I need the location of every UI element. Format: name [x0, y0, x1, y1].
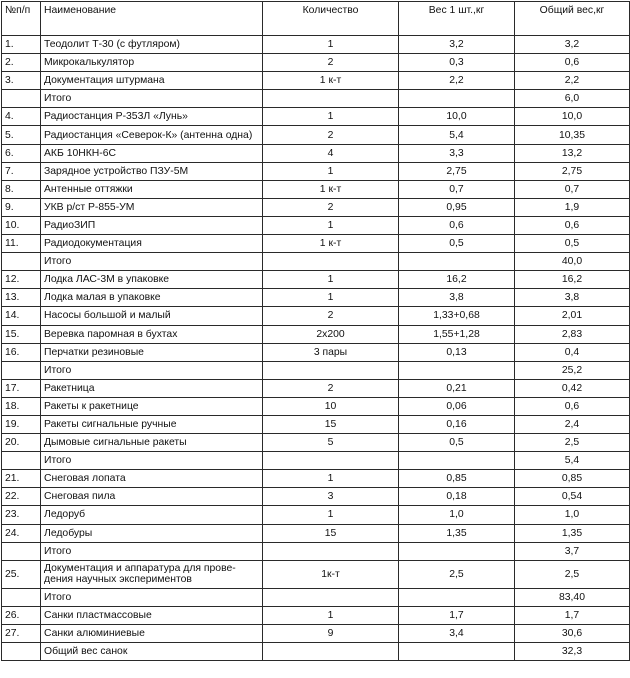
row-total-weight: 0,6: [515, 54, 630, 72]
table-row: [2, 36, 630, 54]
subtotal-label: Итого: [41, 90, 263, 108]
subtotal-qty-blank: [263, 542, 399, 560]
subtotal-number-blank: [2, 361, 41, 379]
subtotal-unit-blank: [399, 588, 515, 606]
row-name: Антенные оттяжки: [41, 180, 263, 198]
subtotal-value: 6,0: [515, 90, 630, 108]
subtotal-label: Общий вес санок: [41, 643, 263, 661]
row-total-weight: 10,35: [515, 126, 630, 144]
row-total-weight: 0,54: [515, 488, 630, 506]
row-name: Документация и аппаратура для прове-дения научных экспериментов: [41, 560, 263, 588]
row-total-weight: 2,4: [515, 415, 630, 433]
subtotal-row: [2, 542, 630, 560]
row-number: 24.: [2, 524, 41, 542]
row-number: 18.: [2, 397, 41, 415]
header-total-weight: Общий вес,кг: [515, 2, 630, 36]
row-number: 25.: [2, 560, 41, 588]
subtotal-number-blank: [2, 90, 41, 108]
row-name: Насосы большой и малый: [41, 307, 263, 325]
subtotal-qty-blank: [263, 90, 399, 108]
row-quantity: 1: [263, 506, 399, 524]
row-quantity: 2: [263, 379, 399, 397]
table-row: [2, 397, 630, 415]
row-name: Ледоруб: [41, 506, 263, 524]
row-name: Документация штурмана: [41, 72, 263, 90]
row-total-weight: 2,5: [515, 434, 630, 452]
row-total-weight: 0,85: [515, 470, 630, 488]
row-number: 5.: [2, 126, 41, 144]
row-quantity: 3: [263, 488, 399, 506]
subtotal-unit-blank: [399, 253, 515, 271]
row-number: 22.: [2, 488, 41, 506]
subtotal-row: [2, 361, 630, 379]
subtotal-label: Итого: [41, 361, 263, 379]
subtotal-label: Итого: [41, 253, 263, 271]
subtotal-qty-blank: [263, 588, 399, 606]
table-row: [2, 524, 630, 542]
row-number: 16.: [2, 343, 41, 361]
row-number: 17.: [2, 379, 41, 397]
subtotal-row: [2, 90, 630, 108]
row-name: Теодолит Т-30 (с футляром): [41, 36, 263, 54]
row-quantity: 1: [263, 606, 399, 624]
row-name: Ракеты сигнальные ручные: [41, 415, 263, 433]
header-quantity: Количество: [263, 2, 399, 36]
row-unit-weight: 0,06: [399, 397, 515, 415]
table-row: [2, 470, 630, 488]
row-number: 19.: [2, 415, 41, 433]
subtotal-value: 25,2: [515, 361, 630, 379]
row-total-weight: 1,9: [515, 198, 630, 216]
subtotal-label: Итого: [41, 588, 263, 606]
row-quantity: 2: [263, 54, 399, 72]
row-name: Перчатки резиновые: [41, 343, 263, 361]
table-body: [2, 36, 630, 661]
row-number: 14.: [2, 307, 41, 325]
row-number: 6.: [2, 144, 41, 162]
subtotal-row: [2, 643, 630, 661]
row-unit-weight: 0,3: [399, 54, 515, 72]
table-row: [2, 488, 630, 506]
subtotal-value: 3,7: [515, 542, 630, 560]
subtotal-qty-blank: [263, 452, 399, 470]
subtotal-value: 32,3: [515, 643, 630, 661]
table-row: [2, 624, 630, 642]
table-row: [2, 198, 630, 216]
row-name: Снеговая лопата: [41, 470, 263, 488]
row-quantity: 1: [263, 470, 399, 488]
row-quantity: 15: [263, 415, 399, 433]
row-number: 12.: [2, 271, 41, 289]
row-name: Лодка малая в упаковке: [41, 289, 263, 307]
table-row: [2, 235, 630, 253]
row-total-weight: 3,2: [515, 36, 630, 54]
row-total-weight: 0,5: [515, 235, 630, 253]
row-quantity: 1: [263, 36, 399, 54]
row-unit-weight: 0,5: [399, 434, 515, 452]
table-row: [2, 271, 630, 289]
row-unit-weight: 0,6: [399, 216, 515, 234]
subtotal-value: 5,4: [515, 452, 630, 470]
row-quantity: 15: [263, 524, 399, 542]
row-number: 3.: [2, 72, 41, 90]
row-name: Радиостанция «Северок-К» (антенна одна): [41, 126, 263, 144]
table-row: [2, 72, 630, 90]
row-total-weight: 2,2: [515, 72, 630, 90]
row-quantity: 2х200: [263, 325, 399, 343]
row-unit-weight: 1,7: [399, 606, 515, 624]
subtotal-qty-blank: [263, 253, 399, 271]
row-total-weight: 0,7: [515, 180, 630, 198]
row-unit-weight: 2,75: [399, 162, 515, 180]
subtotal-row: [2, 452, 630, 470]
row-name: Веревка паромная в бухтах: [41, 325, 263, 343]
row-total-weight: 0,6: [515, 216, 630, 234]
row-unit-weight: 5,4: [399, 126, 515, 144]
row-name: Дымовые сигнальные ракеты: [41, 434, 263, 452]
row-quantity: 3 пары: [263, 343, 399, 361]
row-unit-weight: 3,4: [399, 624, 515, 642]
table-row: [2, 289, 630, 307]
row-name: Снеговая пила: [41, 488, 263, 506]
row-quantity: 10: [263, 397, 399, 415]
row-quantity: 1к-т: [263, 560, 399, 588]
row-number: 21.: [2, 470, 41, 488]
row-total-weight: 0,4: [515, 343, 630, 361]
row-number: 15.: [2, 325, 41, 343]
row-quantity: 1 к-т: [263, 235, 399, 253]
subtotal-qty-blank: [263, 643, 399, 661]
row-quantity: 1: [263, 108, 399, 126]
row-quantity: 1: [263, 271, 399, 289]
row-total-weight: 0,42: [515, 379, 630, 397]
row-name: УКВ р/ст Р-855-УМ: [41, 198, 263, 216]
row-quantity: 2: [263, 307, 399, 325]
table-row: [2, 162, 630, 180]
row-name: Санки алюминиевые: [41, 624, 263, 642]
row-name: Лодка ЛАС-3М в упаковке: [41, 271, 263, 289]
row-unit-weight: 2,5: [399, 560, 515, 588]
row-total-weight: 2,01: [515, 307, 630, 325]
subtotal-label: Итого: [41, 542, 263, 560]
row-unit-weight: 2,2: [399, 72, 515, 90]
row-number: 27.: [2, 624, 41, 642]
row-number: 2.: [2, 54, 41, 72]
subtotal-value: 83,40: [515, 588, 630, 606]
row-number: 23.: [2, 506, 41, 524]
row-name: Ледобуры: [41, 524, 263, 542]
row-name: Микрокалькулятор: [41, 54, 263, 72]
row-unit-weight: 1,55+1,28: [399, 325, 515, 343]
row-total-weight: 16,2: [515, 271, 630, 289]
subtotal-row: [2, 253, 630, 271]
row-unit-weight: 0,5: [399, 235, 515, 253]
row-quantity: 2: [263, 198, 399, 216]
row-quantity: 1: [263, 162, 399, 180]
row-unit-weight: 10,0: [399, 108, 515, 126]
row-total-weight: 1,35: [515, 524, 630, 542]
row-quantity: 2: [263, 126, 399, 144]
row-number: 1.: [2, 36, 41, 54]
row-number: 26.: [2, 606, 41, 624]
row-quantity: 1: [263, 289, 399, 307]
equipment-weight-table: [1, 1, 630, 661]
subtotal-number-blank: [2, 452, 41, 470]
row-total-weight: 1,0: [515, 506, 630, 524]
row-quantity: 5: [263, 434, 399, 452]
table-row: [2, 216, 630, 234]
row-unit-weight: 0,95: [399, 198, 515, 216]
row-unit-weight: 3,3: [399, 144, 515, 162]
table-row: [2, 325, 630, 343]
row-total-weight: 2,83: [515, 325, 630, 343]
table-row: [2, 379, 630, 397]
row-quantity: 4: [263, 144, 399, 162]
row-unit-weight: 3,2: [399, 36, 515, 54]
table-row: [2, 506, 630, 524]
row-name: АКБ 10НКН-6С: [41, 144, 263, 162]
table-row: [2, 126, 630, 144]
subtotal-number-blank: [2, 253, 41, 271]
row-unit-weight: 0,13: [399, 343, 515, 361]
row-unit-weight: 0,18: [399, 488, 515, 506]
row-total-weight: 3,8: [515, 289, 630, 307]
table-row: [2, 180, 630, 198]
subtotal-unit-blank: [399, 542, 515, 560]
row-quantity: 1: [263, 216, 399, 234]
subtotal-unit-blank: [399, 90, 515, 108]
subtotal-unit-blank: [399, 643, 515, 661]
table-header-row: [2, 2, 630, 36]
subtotal-row: [2, 588, 630, 606]
subtotal-unit-blank: [399, 361, 515, 379]
subtotal-unit-blank: [399, 452, 515, 470]
table-row: [2, 606, 630, 624]
table-row: [2, 54, 630, 72]
row-number: 13.: [2, 289, 41, 307]
row-unit-weight: 16,2: [399, 271, 515, 289]
row-name: Зарядное устройство ПЗУ-5М: [41, 162, 263, 180]
subtotal-qty-blank: [263, 361, 399, 379]
subtotal-number-blank: [2, 588, 41, 606]
row-number: 11.: [2, 235, 41, 253]
subtotal-value: 40,0: [515, 253, 630, 271]
row-total-weight: 0,6: [515, 397, 630, 415]
row-unit-weight: 1,33+0,68: [399, 307, 515, 325]
row-number: 8.: [2, 180, 41, 198]
row-total-weight: 2,75: [515, 162, 630, 180]
row-unit-weight: 0,16: [399, 415, 515, 433]
row-total-weight: 10,0: [515, 108, 630, 126]
row-name: Радиодокументация: [41, 235, 263, 253]
row-name: Радиостанция Р-353Л «Лунь»: [41, 108, 263, 126]
table-row: [2, 560, 630, 588]
subtotal-number-blank: [2, 643, 41, 661]
table-row: [2, 415, 630, 433]
row-unit-weight: 3,8: [399, 289, 515, 307]
row-number: 20.: [2, 434, 41, 452]
row-unit-weight: 1,0: [399, 506, 515, 524]
header-name: Наименование: [41, 2, 263, 36]
table-row: [2, 108, 630, 126]
row-number: 4.: [2, 108, 41, 126]
row-number: 10.: [2, 216, 41, 234]
row-number: 9.: [2, 198, 41, 216]
table-row: [2, 434, 630, 452]
row-unit-weight: 1,35: [399, 524, 515, 542]
row-total-weight: 30,6: [515, 624, 630, 642]
header-unit-weight: Вес 1 шт.,кг: [399, 2, 515, 36]
row-quantity: 9: [263, 624, 399, 642]
row-name: Ракетница: [41, 379, 263, 397]
row-name: Санки пластмассовые: [41, 606, 263, 624]
table-row: [2, 144, 630, 162]
table-row: [2, 343, 630, 361]
subtotal-label: Итого: [41, 452, 263, 470]
row-number: 7.: [2, 162, 41, 180]
row-unit-weight: 0,21: [399, 379, 515, 397]
row-total-weight: 13,2: [515, 144, 630, 162]
row-name: Ракеты к ракетнице: [41, 397, 263, 415]
table-row: [2, 307, 630, 325]
row-total-weight: 1,7: [515, 606, 630, 624]
row-quantity: 1 к-т: [263, 180, 399, 198]
row-quantity: 1 к-т: [263, 72, 399, 90]
row-name: РадиоЗИП: [41, 216, 263, 234]
header-number: №п/п: [2, 2, 41, 36]
subtotal-number-blank: [2, 542, 41, 560]
row-unit-weight: 0,85: [399, 470, 515, 488]
row-total-weight: 2,5: [515, 560, 630, 588]
row-unit-weight: 0,7: [399, 180, 515, 198]
